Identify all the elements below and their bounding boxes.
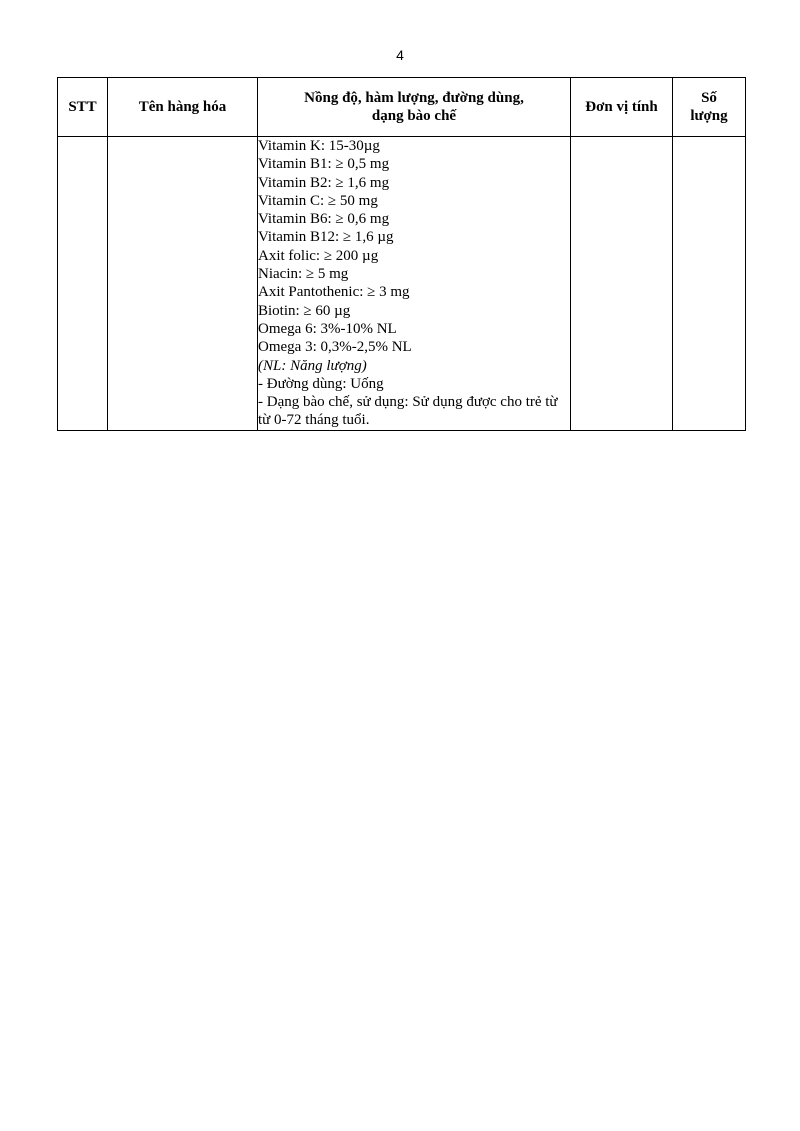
spec-line: Omega 6: 3%-10% NL <box>258 320 397 337</box>
spec-line: Axit folic: ≥ 200 µg <box>258 247 379 264</box>
spec-line: Vitamin B1: ≥ 0,5 mg <box>258 156 390 173</box>
energy-note: (NL: Năng lượng) <box>258 357 367 374</box>
header-stt: STT <box>58 78 108 137</box>
spec-line: Vitamin K: 15-30µg <box>258 138 380 154</box>
spec-line: Vitamin C: ≥ 50 mg <box>258 192 378 209</box>
table-row <box>58 137 746 431</box>
route-of-administration: - Đường dùng: Uống <box>258 375 384 392</box>
page-number: 4 <box>396 47 404 63</box>
header-unit: Đơn vị tính <box>571 78 673 137</box>
spec-line: Omega 3: 0,3%-2,5% NL <box>258 339 412 356</box>
cell-goods-name <box>108 137 258 431</box>
spec-line: Axit Pantothenic: ≥ 3 mg <box>258 284 410 301</box>
header-specification: Nồng độ, hàm lượng, đường dùng, dạng bào chế <box>258 78 571 137</box>
cell-unit <box>571 137 673 431</box>
header-goods-name: Tên hàng hóa <box>108 78 258 137</box>
cell-quantity <box>673 137 746 431</box>
spec-line: Niacin: ≥ 5 mg <box>258 266 349 283</box>
spec-line: Vitamin B12: ≥ 1,6 µg <box>258 229 394 246</box>
spec-line: Vitamin B2: ≥ 1,6 mg <box>258 174 390 191</box>
header-quantity: Số lượng <box>673 78 746 137</box>
goods-table <box>57 77 746 431</box>
spec-line: Biotin: ≥ 60 µg <box>258 302 351 319</box>
cell-specification <box>258 137 571 431</box>
table-header-row <box>58 78 746 137</box>
dosage-form: - Dạng bào chế, sử dụng: Sử dụng được cho trẻ từ từ 0-72 tháng tuổi. <box>258 394 558 429</box>
spec-line: Vitamin B6: ≥ 0,6 mg <box>258 211 390 228</box>
cell-stt <box>58 137 108 431</box>
